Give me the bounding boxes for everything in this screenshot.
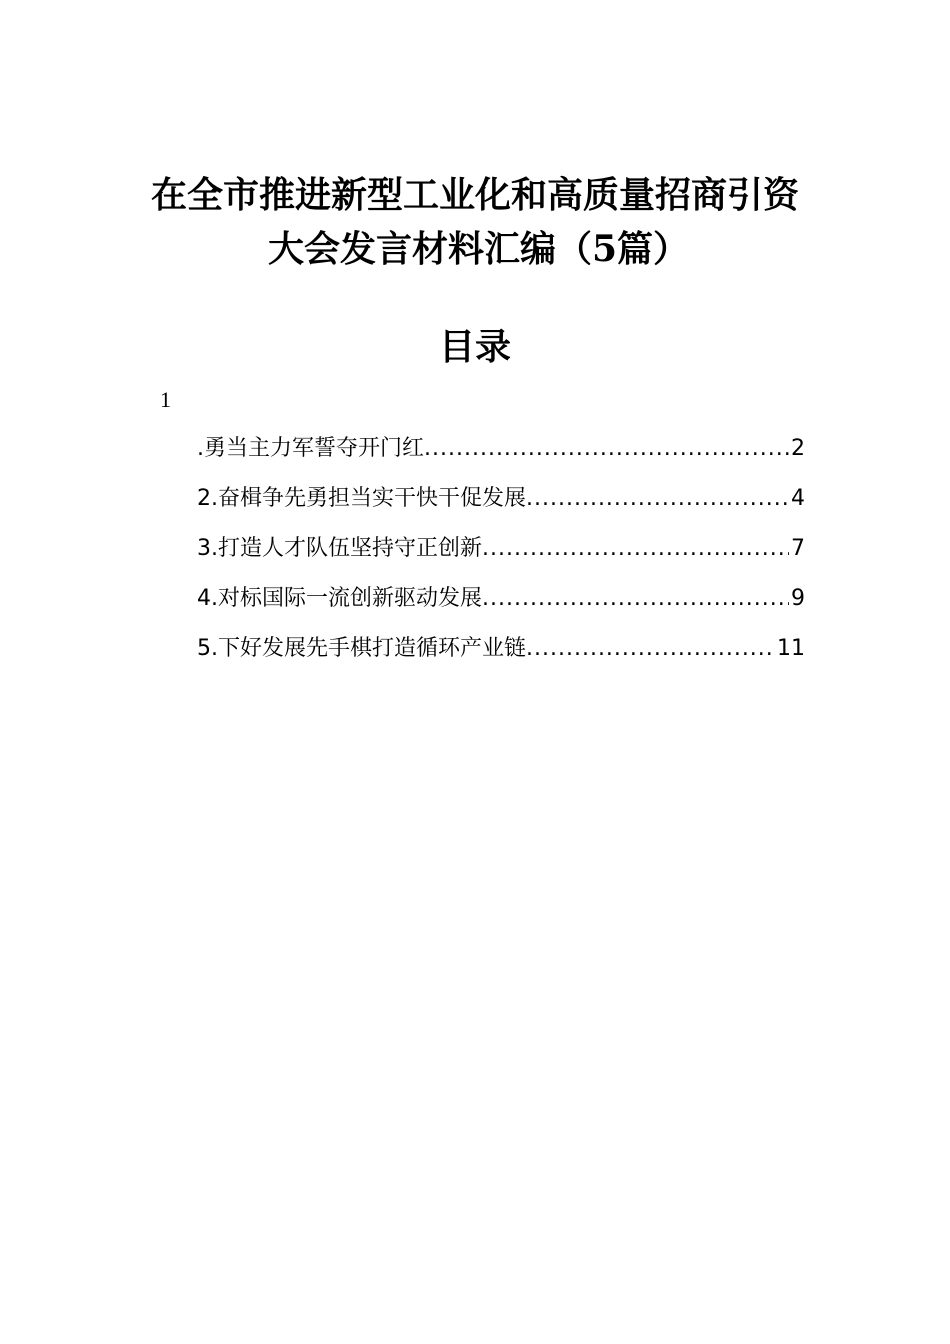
toc-entry[interactable]: [197, 478, 805, 528]
toc-dot-leader: [482, 528, 789, 570]
toc-entry-page-number: 11: [777, 636, 805, 661]
toc-entry-page-number: 2: [791, 436, 805, 461]
toc-entry-title: .勇当主力军誓夺开门红: [197, 436, 424, 461]
document-title-line-2: 大会发言材料汇编（5篇）: [268, 228, 690, 270]
toc-entry-title: 4.对标国际一流创新驱动发展: [197, 586, 482, 611]
toc-entry[interactable]: [197, 628, 805, 678]
toc-entry-title: 3.打造人才队伍坚持守正创新: [197, 536, 482, 561]
table-of-contents: [197, 428, 805, 678]
stray-number-mark: 1: [160, 387, 171, 412]
toc-dot-leader: [526, 478, 789, 520]
toc-entry-title: 2.奋楫争先勇担当实干快干促发展: [197, 486, 526, 511]
toc-heading: 目录: [438, 326, 511, 368]
toc-entry-title: 5.下好发展先手棋打造循环产业链: [197, 636, 526, 661]
toc-entry-page-number: 4: [791, 486, 805, 511]
document-title: [0, 168, 950, 276]
toc-dot-leader: [526, 628, 775, 670]
toc-dot-leader: [424, 428, 789, 470]
toc-entry[interactable]: [197, 578, 805, 628]
toc-entry-page-number: 9: [791, 586, 805, 611]
toc-entry[interactable]: [197, 428, 805, 478]
document-title-line-1: 在全市推进新型工业化和高质量招商引资: [150, 174, 799, 216]
toc-entry[interactable]: [197, 528, 805, 578]
toc-dot-leader: [482, 578, 789, 620]
toc-entry-page-number: 7: [791, 536, 805, 561]
